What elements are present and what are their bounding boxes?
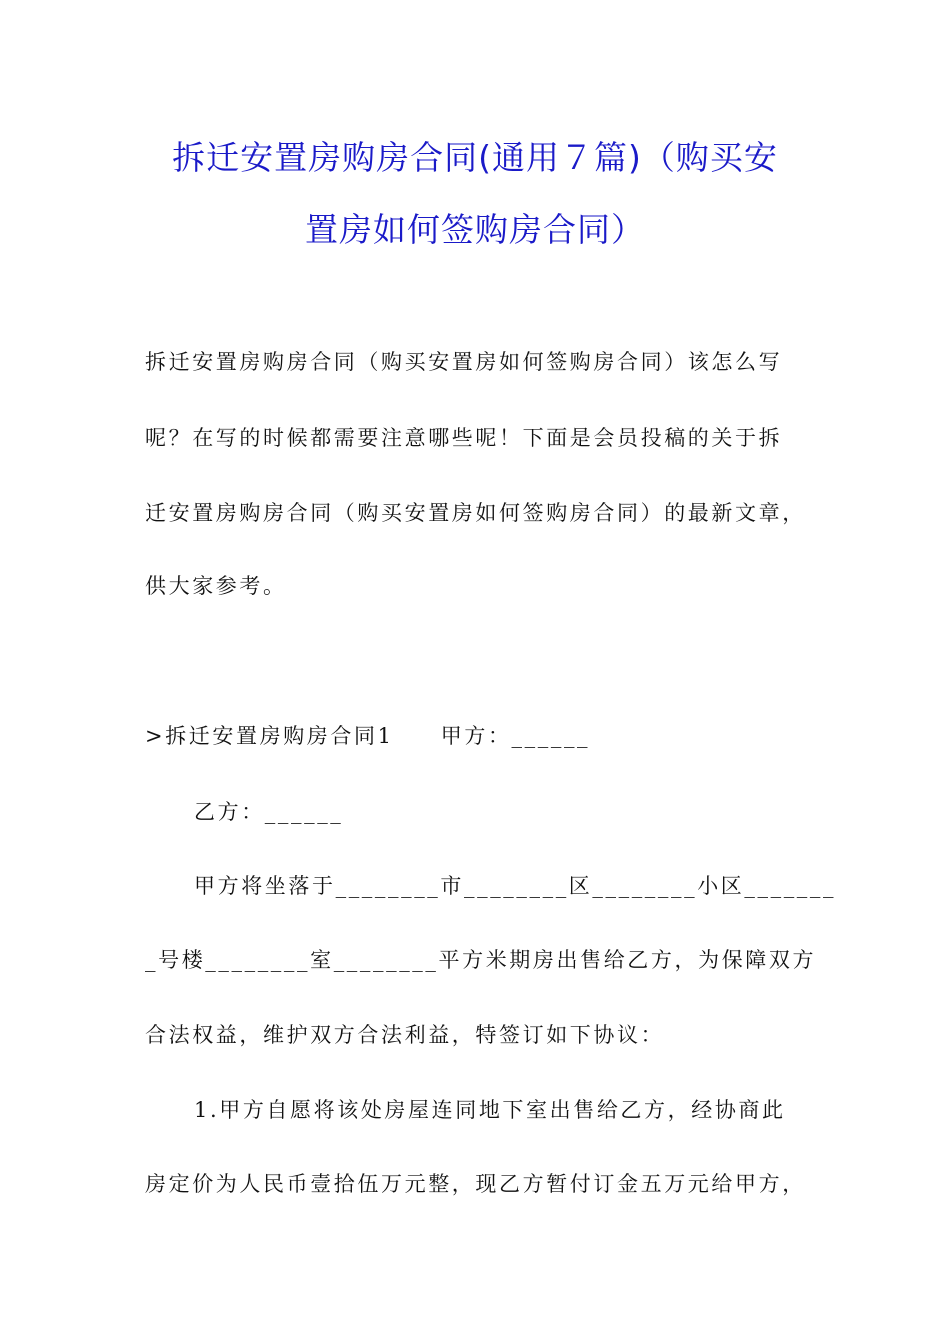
article-1-line-1: 1.甲方自愿将该处房屋连同地下室出售给乙方，经协商此 <box>194 1098 786 1122</box>
document-title-line-2: 置房如何签购房合同） <box>305 210 645 249</box>
intro-line-4: 供大家参考。 <box>145 574 287 598</box>
clause-paragraph-line-2: _号楼________室________平方米期房出售给乙方，为保障双方 <box>145 948 817 972</box>
article-1-line-2: 房定价为人民币壹拾伍万元整，现乙方暂付订金五万元给甲方， <box>145 1172 806 1196</box>
intro-line-3: 迁安置房购房合同（购买安置房如何签购房合同）的最新文章， <box>145 501 806 525</box>
clause-paragraph-line-1: 甲方将坐落于________市________区________小区_______ <box>194 874 837 898</box>
intro-line-1: 拆迁安置房购房合同（购买安置房如何签购房合同）该怎么写 <box>145 350 783 374</box>
document-title-line-1: 拆迁安置房购房合同(通用７篇)（购买安 <box>172 138 778 177</box>
section-heading: >拆迁安置房购房合同1 甲方：______ <box>145 724 591 748</box>
clause-paragraph-line-3: 合法权益，维护双方合法利益，特签订如下协议： <box>145 1023 665 1047</box>
party-b-line: 乙方：______ <box>194 800 344 824</box>
intro-line-2: 呢？在写的时候都需要注意哪些呢！下面是会员投稿的关于拆 <box>145 426 783 450</box>
